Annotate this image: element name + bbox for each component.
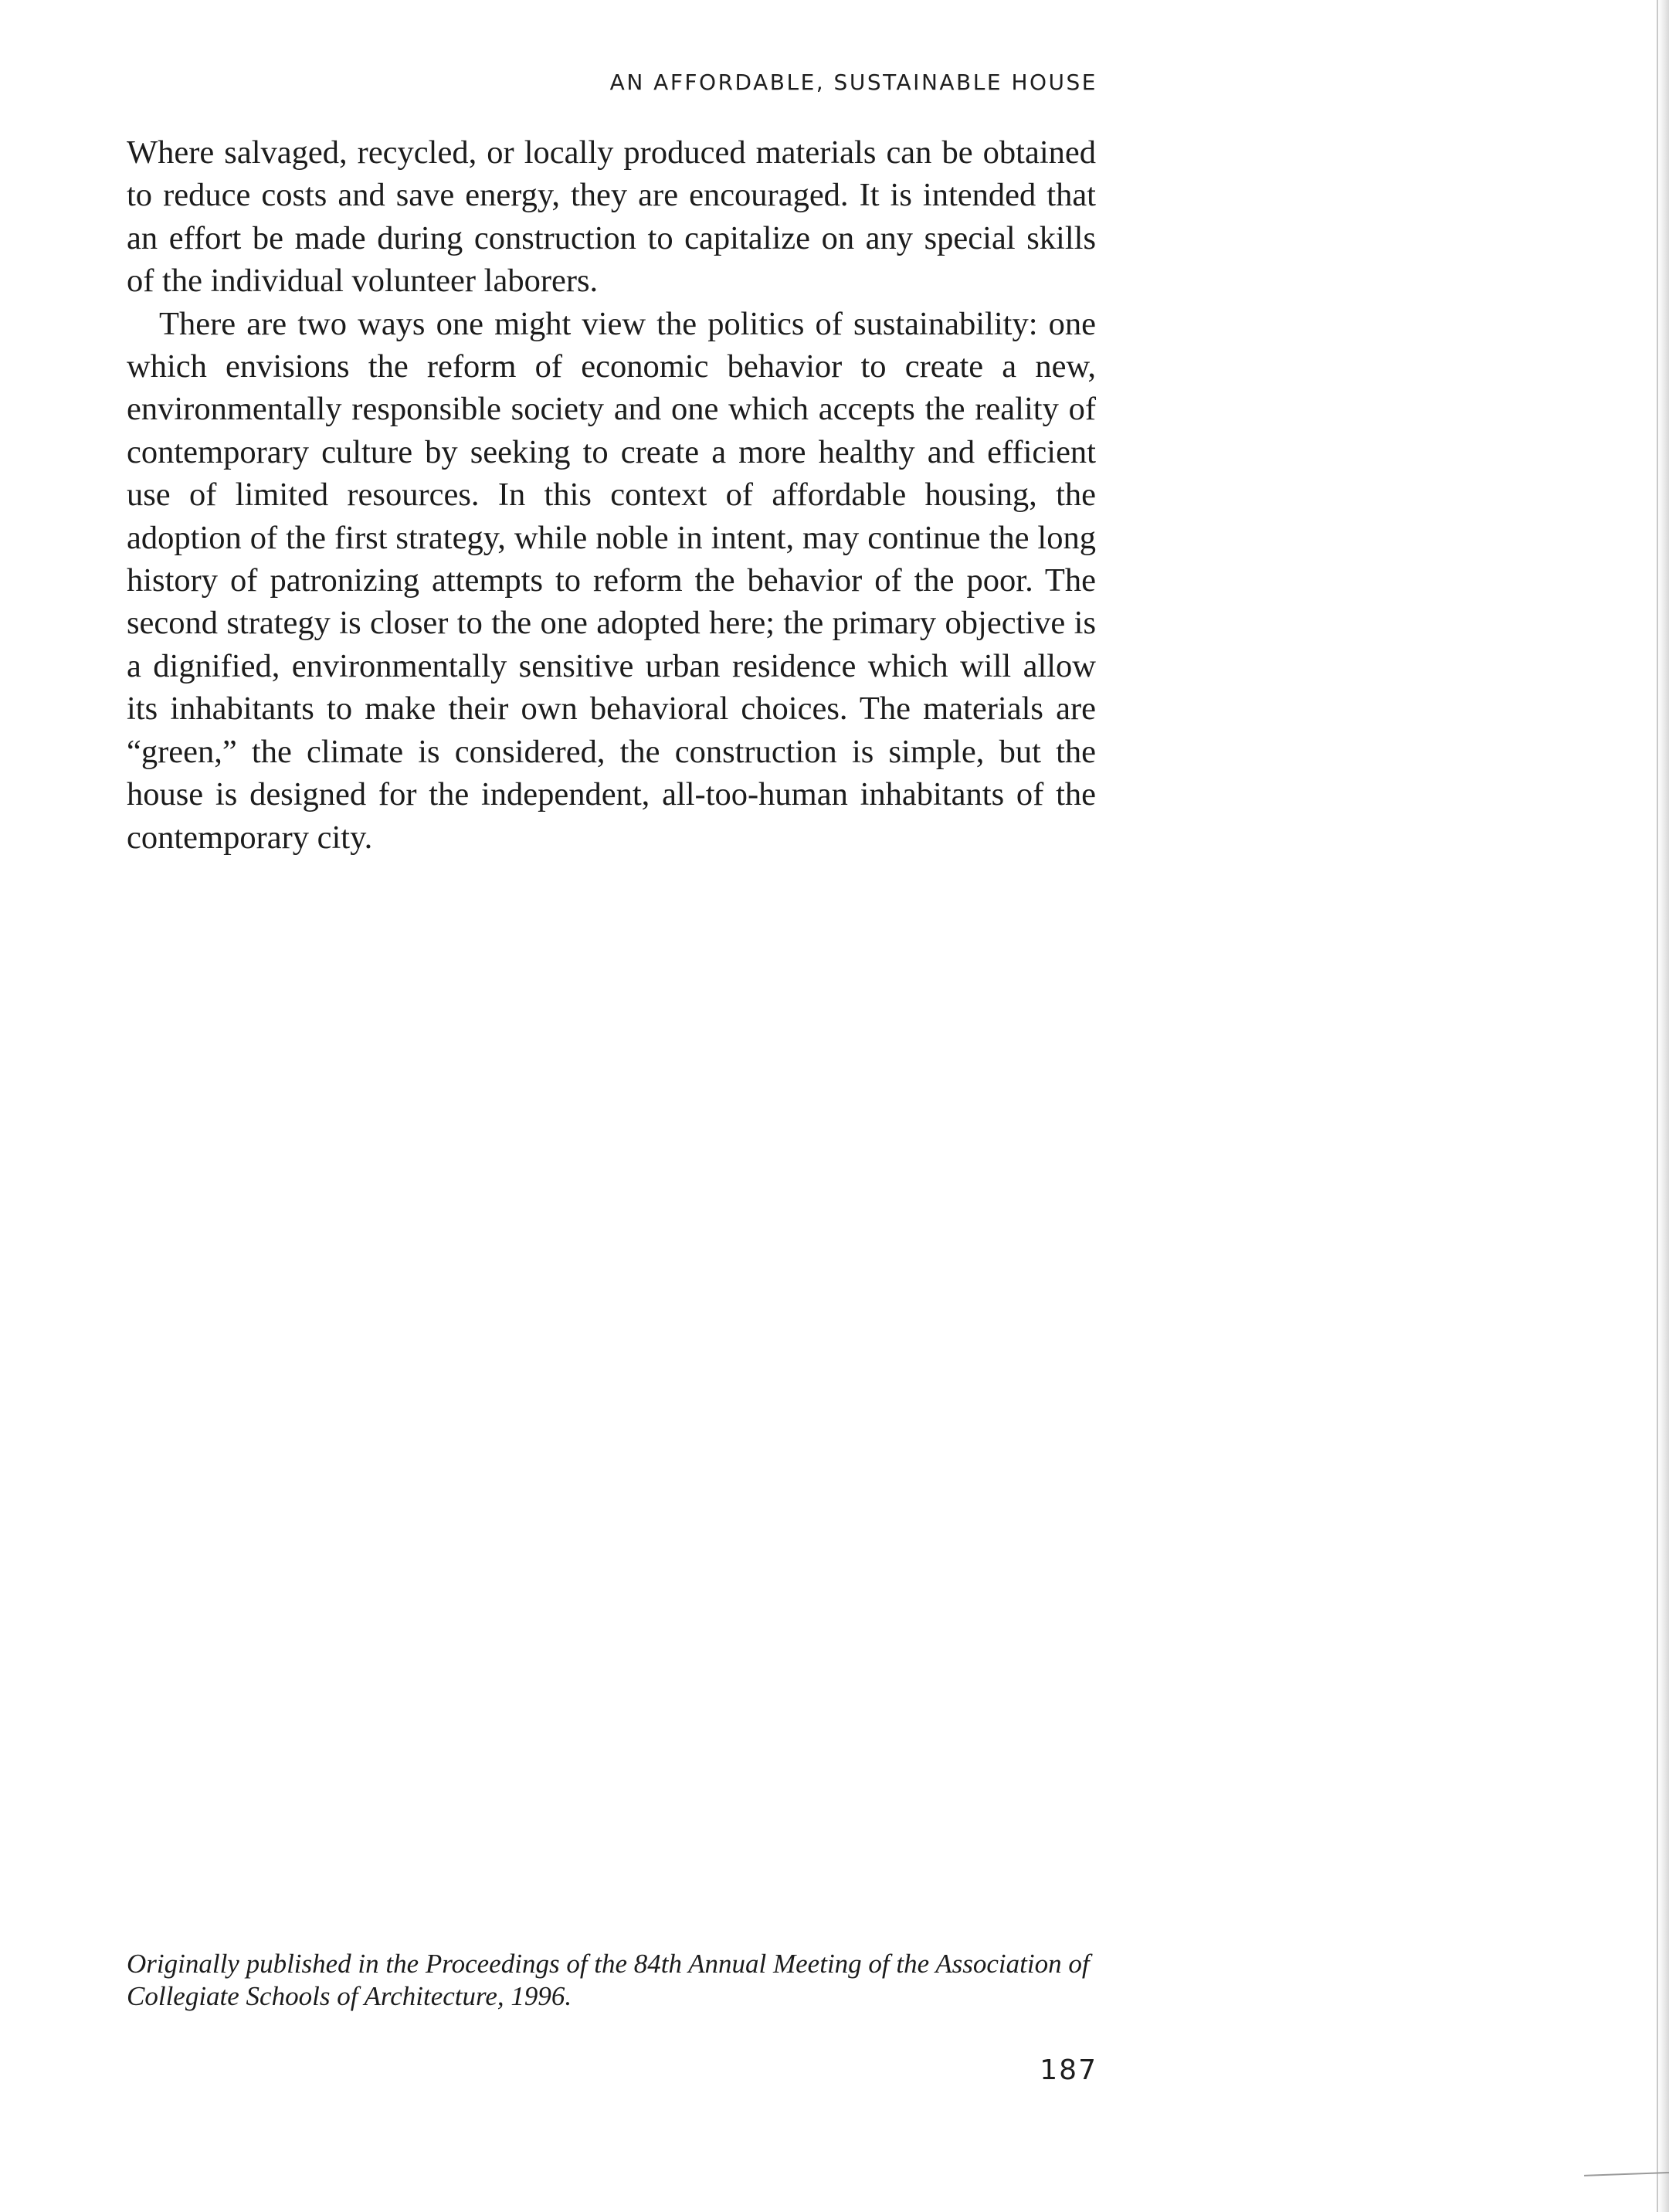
page-edge-shadow xyxy=(1658,0,1669,2212)
paragraph-1: Where salvaged, recycled, or locally produced materials can be obtained to reduce costs and save energy, they are encouraged. It is intended that an effort be made during construction to capitalize on any special skills of the individual volunteer laborers. xyxy=(127,134,1096,300)
body-text xyxy=(127,131,1096,859)
footnote xyxy=(127,1948,1108,2013)
paragraph-2: There are two ways one might view the politics of sustainability: one which envisions the reform of economic behavior to create a new, environmentally responsible society and one which accepts the reality of contemporary culture by seeking to create a more healthy and efficient use of limited resources. In this context of affordable housing, the adoption of the first strategy, while noble in intent, may continue the long history of patronizing attempts to reform the behavior of the poor. The second strategy is closer to the one adopted here; the primary objective is a dignified, environmentally sensitive urban residence which will allow its inhabitants to make their own behavioral choices. The materials are “green,” the climate is considered, the construction is simple, but the house is designed for the independent, all-too-human inhabitants of the contemporary city. xyxy=(127,305,1096,856)
footnote-text: Originally published in the Proceedings of the 84th Annual Meeting of the Association of Collegiate Schools of Architecture, 1996. xyxy=(127,1949,1090,2011)
page-number: 187 xyxy=(1040,2054,1097,2086)
running-head: AN AFFORDABLE, SUSTAINABLE HOUSE xyxy=(609,70,1097,95)
